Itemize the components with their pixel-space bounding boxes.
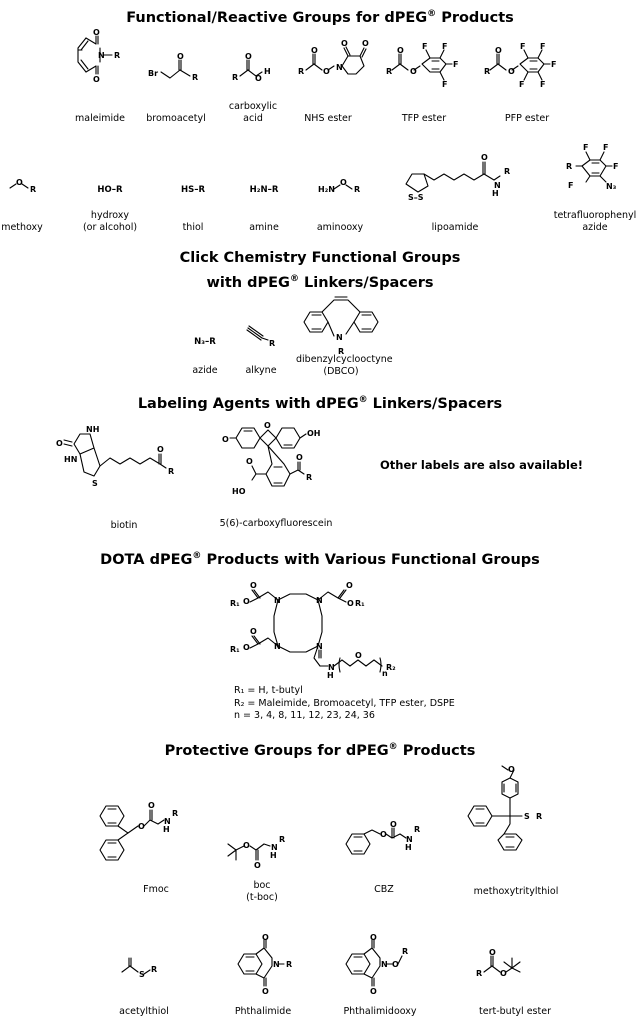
maleimide-structure <box>66 30 136 82</box>
atom-N: N <box>274 642 281 651</box>
bromoacetyl-structure <box>148 50 208 90</box>
atom-R: R <box>298 67 305 76</box>
atom-O: O <box>246 457 253 466</box>
atom-O: O <box>93 75 100 84</box>
label-phthalimide: Phthalimide <box>234 1006 292 1017</box>
label-methoxy: methoxy <box>1 222 43 233</box>
atom-N: N <box>316 596 323 605</box>
atom-HO: HO <box>232 487 246 496</box>
label-line-2: azide <box>582 222 608 233</box>
atom-HN: HN <box>64 455 78 464</box>
atom-O: O <box>347 599 354 608</box>
label-methoxytritylthiol: methoxytritylthiol <box>473 886 559 897</box>
label-thiol: thiol <box>182 222 204 233</box>
label-line-1: hydroxy <box>90 210 130 221</box>
label-line-2: (DBCO) <box>323 366 359 377</box>
carboxylic-acid-structure <box>232 52 277 88</box>
formula-azide: N₃–R <box>194 337 216 347</box>
atom-F: F <box>613 162 619 171</box>
registered-mark: ® <box>358 395 368 405</box>
atom-F: F <box>540 80 546 89</box>
title-text-tail: Products <box>436 9 514 26</box>
label-cbz: CBZ <box>374 884 394 895</box>
atom-R: R <box>269 339 276 348</box>
cbz-structure <box>340 820 440 860</box>
registered-mark: ® <box>192 551 202 561</box>
label-tetrafluorophenyl-azide <box>552 210 638 234</box>
atom-O: O <box>370 933 377 942</box>
methoxy-structure <box>8 176 48 198</box>
atom-N: N <box>273 960 280 969</box>
atom-N: N <box>406 835 413 844</box>
atom-O: O <box>93 28 100 37</box>
label-line-2: acid <box>243 113 263 124</box>
phthalimide-structure <box>232 933 312 996</box>
atom-O: O <box>341 39 348 48</box>
dbco-structure <box>296 292 386 356</box>
boc-structure <box>222 826 302 870</box>
atom-O: O <box>243 597 250 606</box>
atom-R: R <box>414 825 421 834</box>
atom-O: O <box>489 948 496 957</box>
atom-O: O <box>481 153 488 162</box>
label-bromoacetyl: bromoacetyl <box>146 113 206 124</box>
label-line-1: carboxylic <box>228 101 278 112</box>
atom-S: S <box>524 812 530 821</box>
section-title-dota <box>0 546 640 571</box>
atom-N: N <box>381 960 388 969</box>
atom-O: O <box>397 46 404 55</box>
atom-R: R <box>279 835 286 844</box>
aminooxy-structure <box>318 176 373 198</box>
atom-F: F <box>519 80 525 89</box>
biotin-structure <box>56 420 186 496</box>
tetrafluorophenyl-azide-structure <box>562 136 632 202</box>
atom-O: O <box>390 820 397 829</box>
registered-mark: ® <box>388 742 398 752</box>
label-pfp-ester: PFP ester <box>504 113 550 124</box>
atom-R: R <box>168 467 175 476</box>
pfp-ester-structure <box>484 24 564 90</box>
atom-O: O <box>262 933 269 942</box>
atom-R1: R₁ <box>230 645 240 654</box>
label-line-2: (t-boc) <box>246 892 278 903</box>
atom-R: R <box>536 812 543 821</box>
atom-R: R <box>114 51 121 60</box>
atom-O: O <box>508 765 515 774</box>
label-boc <box>232 880 292 904</box>
atom-F: F <box>453 60 459 69</box>
atom-F: F <box>551 60 557 69</box>
atom-O: O <box>380 830 387 839</box>
atom-O: O <box>262 987 269 996</box>
atom-O: O <box>250 627 257 636</box>
methoxytritylthiol-structure <box>462 760 572 872</box>
title-text-tail: Products <box>397 742 476 759</box>
atom-O: O <box>346 581 353 590</box>
atom-O: O <box>362 39 369 48</box>
dota-structure <box>230 576 410 682</box>
label-alkyne: alkyne <box>245 365 277 376</box>
title-text-tail: Linkers/Spacers <box>298 274 434 291</box>
title-text: Functional/Reactive Groups for dPEG <box>126 9 428 26</box>
atom-O: O <box>138 822 145 831</box>
atom-O: O <box>264 421 271 430</box>
title-text: Labeling Agents with dPEG <box>137 395 359 412</box>
label-line-1: boc <box>253 880 271 891</box>
label-tert-butyl-ester: tert-butyl ester <box>479 1006 551 1017</box>
atom-R: R <box>566 162 573 171</box>
label-aminooxy: aminooxy <box>316 222 364 233</box>
acetylthiol-structure <box>118 952 178 988</box>
legend-r2: R₂ = Maleimide, Bromoacetyl, TFP ester, DSPE <box>234 697 455 709</box>
atom-N: N <box>494 181 501 190</box>
atom-R: R <box>354 185 361 194</box>
atom-R: R <box>338 347 345 356</box>
label-biotin: biotin <box>110 520 138 531</box>
label-azide: azide <box>192 365 218 376</box>
alkyne-structure <box>244 322 284 350</box>
atom-R: R <box>402 947 409 956</box>
label-line-1: dibenzylcyclooctyne <box>296 354 393 365</box>
section-title-click <box>0 248 640 294</box>
label-carboxyfluorescein: 5(6)-carboxyfluorescein <box>219 518 333 529</box>
section-title-protective <box>0 737 640 762</box>
title-text: with dPEG <box>206 274 290 291</box>
title-line-2 <box>0 269 640 294</box>
formula-amine: H₂N–R <box>249 185 279 195</box>
atom-O: O <box>148 801 155 810</box>
tert-butyl-ester-structure <box>476 944 556 988</box>
atom-R: R <box>192 73 199 82</box>
atom-F: F <box>520 42 526 51</box>
atom-O: O <box>254 861 261 870</box>
atom-O: O <box>157 445 164 454</box>
atom-O: O <box>500 969 507 978</box>
atom-O: O <box>255 74 262 83</box>
atom-O: O <box>245 52 252 61</box>
atom-R: R <box>30 185 37 194</box>
registered-mark: ® <box>427 9 437 19</box>
atom-H: H <box>405 843 412 852</box>
atom-F: F <box>442 80 448 89</box>
legend-r1: R₁ = H, t-butyl <box>234 685 303 696</box>
atom-H: H <box>163 825 170 834</box>
atom-F: F <box>583 143 589 152</box>
atom-R: R <box>386 67 393 76</box>
atom-O: O <box>222 435 229 444</box>
title-line-1: Click Chemistry Functional Groups <box>179 250 461 266</box>
atom-R: R <box>151 965 158 974</box>
atom-O: O <box>355 651 362 660</box>
registered-mark: ® <box>289 274 299 284</box>
atom-R: R <box>232 73 239 82</box>
title-text: Protective Groups for dPEG <box>164 742 389 759</box>
atom-F: F <box>603 143 609 152</box>
label-hydroxy <box>70 210 150 234</box>
atom-S-S: S–S <box>408 193 424 202</box>
atom-O: O <box>177 52 184 61</box>
atom-H: H <box>327 671 334 680</box>
atom-O: O <box>495 46 502 55</box>
tfp-ester-structure <box>386 24 466 90</box>
lipoamide-structure <box>396 144 526 210</box>
atom-O: O <box>243 841 250 850</box>
atom-O: O <box>296 453 303 462</box>
atom-R: R <box>504 167 511 176</box>
title-text-tail: Linkers/Spacers <box>367 395 503 412</box>
formula-thiol: HS–R <box>180 185 206 195</box>
atom-R: R <box>306 473 313 482</box>
legend-n: n = 3, 4, 8, 11, 12, 23, 24, 36 <box>234 710 375 721</box>
phthalimidooxy-structure <box>340 933 430 996</box>
atom-O: O <box>16 178 23 187</box>
atom-R: R <box>476 969 483 978</box>
section-title-labeling <box>0 390 640 415</box>
atom-O: O <box>370 987 377 996</box>
atom-H2N: H₂N <box>318 185 335 194</box>
label-fmoc: Fmoc <box>143 884 169 895</box>
atom-O: O <box>56 439 63 448</box>
title-text: DOTA dPEG <box>100 551 193 568</box>
label-maleimide: maleimide <box>75 113 125 124</box>
repeat-n: n <box>382 669 388 678</box>
atom-R: R <box>484 67 491 76</box>
atom-H: H <box>264 67 271 76</box>
atom-R: R <box>172 809 179 818</box>
label-nhs-ester: NHS ester <box>304 113 352 124</box>
atom-N: N <box>164 817 171 826</box>
atom-N: N <box>98 51 105 60</box>
atom-N3: N₃ <box>606 182 617 191</box>
atom-N: N <box>316 642 323 651</box>
atom-O: O <box>410 67 417 76</box>
atom-R: R <box>286 960 293 969</box>
atom-OH: OH <box>307 429 321 438</box>
atom-N: N <box>328 663 335 672</box>
title-text-tail: Products with Various Functional Groups <box>201 551 540 568</box>
atom-O: O <box>250 581 257 590</box>
atom-S: S <box>139 970 145 979</box>
atom-N: N <box>336 63 343 72</box>
label-dbco <box>296 354 393 378</box>
label-tfp-ester: TFP ester <box>401 113 447 124</box>
atom-Br: Br <box>148 69 159 78</box>
atom-O: O <box>508 67 515 76</box>
atom-O: O <box>311 46 318 55</box>
atom-N: N <box>274 596 281 605</box>
atom-H: H <box>270 851 277 860</box>
atom-F: F <box>422 42 428 51</box>
label-phthalimidooxy: Phthalimidooxy <box>343 1006 417 1017</box>
label-line-2: (or alcohol) <box>82 222 138 233</box>
atom-NH: NH <box>86 425 100 434</box>
other-labels-note: Other labels are also available! <box>380 458 584 472</box>
label-amine: amine <box>249 222 279 233</box>
atom-R1: R₁ <box>355 599 365 608</box>
atom-F: F <box>540 42 546 51</box>
atom-S: S <box>92 479 98 488</box>
atom-N: N <box>336 333 343 342</box>
formula-hydroxy: HO–R <box>97 185 123 195</box>
atom-F: F <box>442 42 448 51</box>
label-lipoamide: lipoamide <box>431 222 479 233</box>
dota-legend <box>234 685 455 723</box>
label-line-1: tetrafluorophenyl <box>553 210 637 221</box>
atom-R2: R₂ <box>386 663 396 672</box>
atom-H: H <box>492 189 499 198</box>
carboxyfluorescein-structure <box>222 414 332 510</box>
label-carboxylic-acid <box>213 101 293 125</box>
label-acetylthiol: acetylthiol <box>119 1006 169 1017</box>
atom-O: O <box>340 178 347 187</box>
atom-O: O <box>323 67 330 76</box>
atom-O: O <box>243 643 250 652</box>
atom-N: N <box>271 843 278 852</box>
nhs-ester-structure <box>298 30 376 90</box>
atom-F: F <box>568 181 574 190</box>
fmoc-structure <box>92 796 202 872</box>
atom-O: O <box>392 960 399 969</box>
atom-R1: R₁ <box>230 599 240 608</box>
